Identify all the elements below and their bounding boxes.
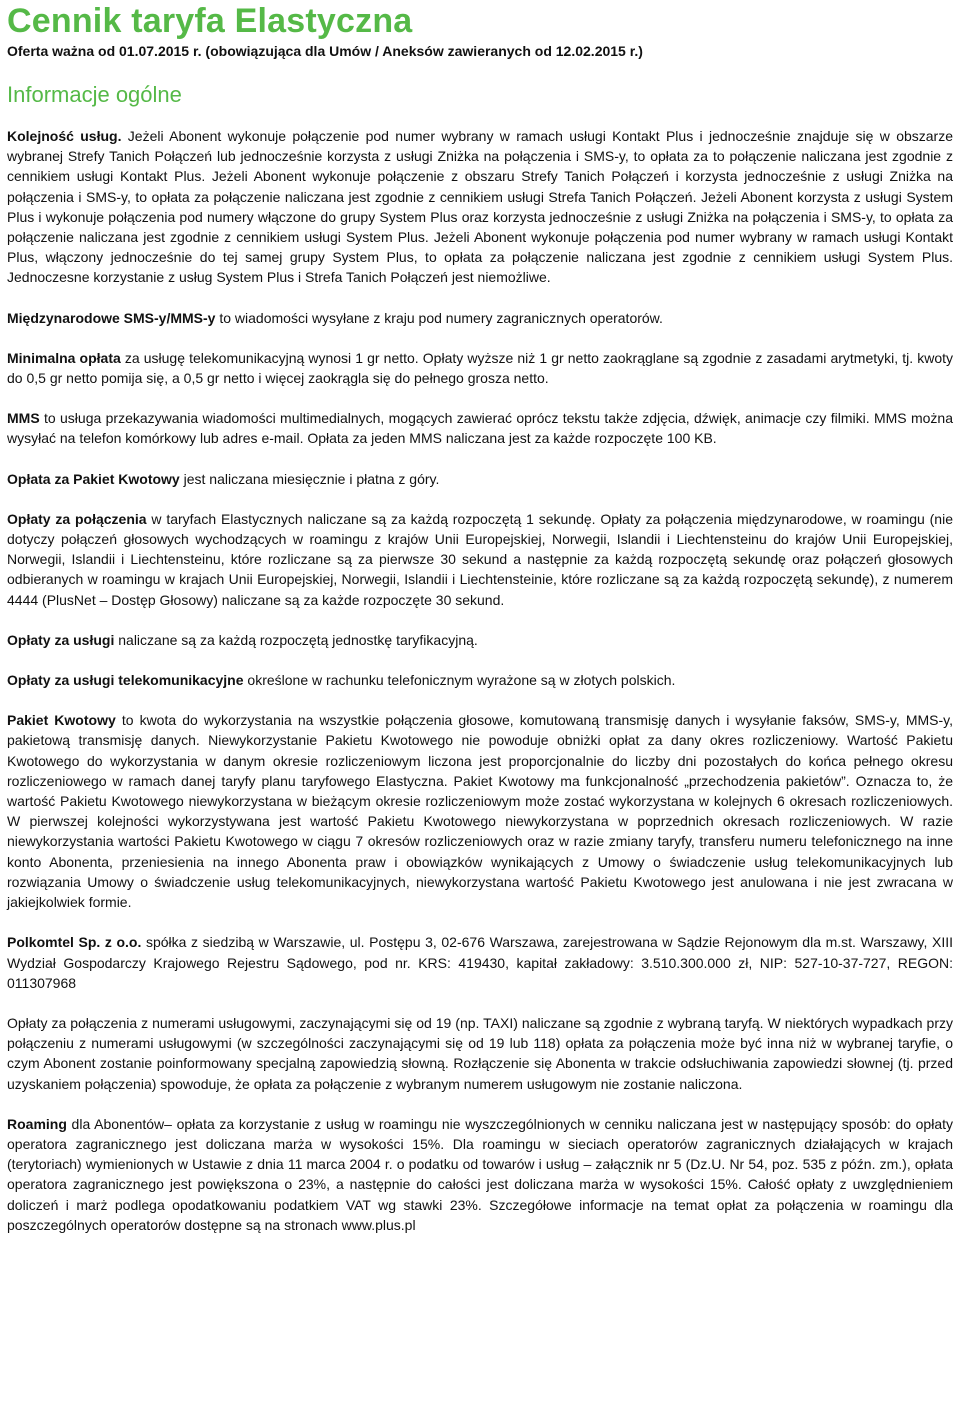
text-mms: to usługa przekazywania wiadomości multimedialnych, mogących zawierać oprócz tekstu także zdjęcia, dźwięk, animacje czy filmiki. MMS można wysyłać na telefon komórkowy lub adres e-mail. Opłata za jeden MMS naliczana jest za każde rozpoczęte 100 KB. [7, 410, 953, 447]
paragraph-telecom-charges [7, 670, 953, 690]
term-package-fee: Opłata za Pakiet Kwotowy [7, 470, 180, 487]
term-roaming: Roaming [7, 1115, 67, 1132]
text-telecom-charges: określone w rachunku telefonicznym wyrażone są w złotych polskich. [243, 672, 676, 689]
term-international-sms: Międzynarodowe SMS-y/MMS-y [7, 309, 216, 326]
term-service-charges: Opłaty za usługi [7, 631, 115, 648]
text-service-charges: naliczane są za każdą rozpoczętą jednostkę taryfikacyjną. [114, 631, 478, 648]
text-call-charges: w taryfach Elastycznych naliczane są za każdą rozpoczętą 1 sekundę. Opłaty za połączenia międzynarodowe, w roamingu (nie dotyczy połączeń głosowych wychodzących w roamingu z krajów Unii Europejskiej, Norwegii, Islandii i Liechtensteinu do krajów Unii Europejskiej, Norwegii, Islandii i Liechtensteinu, które rozliczane są za pierwsze 30 sekund a następnie za każdą rozpoczętą sekundę oraz połączeń głosowych odbieranych w roamingu w krajach Unii Europejskiej, Norwegii, Islandii i Liechtensteinie, które rozliczane są za każdą rozpoczętą sekundę), z numerem 4444 (PlusNet – Dostęp Głosowy) naliczane są za każde rozpoczęte 30 sekund. [7, 510, 953, 608]
text-service-numbers: Opłaty za połączenia z numerami usługowymi, zaczynającymi się od 19 (np. TAXI) naliczane są zgodnie z wybraną taryfą. W niektórych wypadkach przy połączeniu z numerami usługowymi (w szczególności zaczynającymi się od 19 lub 118) opłata za połączenia może być inna niż w wybranej taryfie, o czym Abonent zostanie poinformowany specjalną zapowiedzią słowną. Rozłączenie się Abonenta w trakcie odsłuchiwania zapowiedzi słownej (tj. przed uzyskaniem połączenia) spowoduje, że opłata za połączenie z wybranym numerem usługowym nie zostanie naliczona. [7, 1014, 953, 1092]
term-minimum-fee: Minimalna opłata [7, 349, 121, 366]
paragraph-service-charges [7, 630, 953, 650]
text-amount-package: to kwota do wykorzystania na wszystkie połączenia głosowe, komutowaną transmisję danych i wysyłanie faksów, SMS-y, MMS-y, pakietową transmisję danych. Niewykorzystanie Pakietu Kwotowego nie powoduje obniżki opłat za dany okres rozliczeniowy. Wartość Pakietu Kwotowego do wykorzystania w danym okresie rozliczeniowym liczona jest proporcjonalnie do liczby dni pozostałych do końca pełnego okresu rozliczeniowego w ramach danej taryfy planu taryfowego Elastyczna. Pakiet Kwotowy ma funkcjonalność „przechodzenia pakietów”. Oznacza to, że wartość Pakietu Kwotowego niewykorzystana w bieżącym okresie rozliczeniowym może zostać wykorzystana w kolejnych 6 okresach rozliczeniowych. W pierwszej kolejności wykorzystywana jest wartość Pakietu Kwotowego niewykorzystana w poprzednich okresach rozliczeniowych. W razie niewykorzystania wartości Pakietu Kwotowego w ciągu 7 okresów rozliczeniowych oraz w razie zmiany taryfy, transferu numeru telefonicznego na inne konto Abonenta, przeniesienia na innego Abonenta praw i obowiązków wynikających z Umowy o świadczenie usług telekomunikacyjnych lub rozwiązania Umowy o świadczenie usług telekomunikacyjnych, niewykorzystana wartość Pakietu Kwotowego jest anulowana i nie jest zwracana w jakiejkolwiek formie. [7, 712, 953, 911]
paragraph-service-numbers [7, 1013, 953, 1094]
term-call-charges: Opłaty za połączenia [7, 510, 147, 527]
term-polkomtel: Polkomtel Sp. z o.o. [7, 934, 142, 951]
text-roaming: dla Abonentów– opłata za korzystanie z usług w roamingu nie wyszczególnionych w cenniku naliczana jest w następujący sposób: do opłaty operatora zagranicznego jest doliczana marża w wysokości 15%. Dla roamingu w sieciach operatorów zagranicznych działających w krajach (terytoriach) wymienionych w Ustawie z dnia 11 marca 2004 r. o podatku od towarów i usług – załącznik nr 5 (Dz.U. Nr 54, poz. 535 z późn. zm.), opłata operatora zagranicznego jest powiększona o 23%, a następnie do całości jest doliczana marża w wysokości 15%. Całość opłaty z uwzględnieniem doliczeń i marż podlega opodatkowaniu podatkiem VAT wg stawki 23%. Szczegółowe informacje na temat opłat za połączenia w roamingu dla poszczególnych operatorów dostępne są na stronach [7, 1115, 953, 1233]
term-telecom-charges: Opłaty za usługi telekomunikacyjne [7, 672, 244, 689]
plus-website-link[interactable]: www.plus.pl [341, 1216, 416, 1233]
paragraph-polkomtel [7, 932, 953, 993]
term-mms: MMS [7, 410, 40, 427]
text-polkomtel: spółka z siedzibą w Warszawie, ul. Postępu 3, 02-676 Warszawa, zarejestrowana w Sądzie Rejonowym dla m.st. Warszawy, XIII Wydział Gospodarczy Krajowego Rejestru Sądowego, pod nr. KRS: 419430, kapitał zakładowy: 3.510.300.000 zł, NIP: 527-10-37-727, REGON: 011307968 [7, 934, 954, 991]
paragraph-call-charges [7, 509, 953, 610]
term-kolejnosc-uslug: Kolejność usług. [7, 128, 122, 144]
paragraph-amount-package [7, 710, 953, 912]
text-minimum-fee: za usługę telekomunikacyjną wynosi 1 gr netto. Opłaty wyższe niż 1 gr netto zaokrąglane są zgodnie z zasadami arytmetyki, tj. kwoty do 0,5 gr netto pomija się, a 0,5 gr netto i więcej zaokrągla się do pełnego grosza netto. [7, 349, 953, 387]
section-heading: Informacje ogólne [7, 82, 182, 107]
term-amount-package: Pakiet Kwotowy [7, 712, 116, 729]
paragraph-international-sms [7, 308, 953, 328]
paragraph-kolejnosc-uslug [7, 126, 953, 288]
text-international-sms: to wiadomości wysyłane z kraju pod numery zagranicznych operatorów. [215, 309, 663, 326]
text-package-fee: jest naliczana miesięcznie i płatna z góry. [179, 470, 440, 487]
paragraph-roaming [7, 1114, 953, 1235]
page-title: Cennik taryfa Elastyczna [7, 2, 413, 40]
offer-validity: Oferta ważna od 01.07.2015 r. (obowiązująca dla Umów / Aneksów zawieranych od 12.02.2015 r.) [7, 43, 643, 59]
paragraph-mms [7, 408, 953, 448]
paragraph-package-fee [7, 469, 953, 489]
text-kolejnosc-uslug: Jeżeli Abonent wykonuje połączenie pod numer wybrany w ramach usługi Kontakt Plus i jednocześnie znajduje się w obszarze wybranej Strefy Tanich Połączeń lub jednocześnie korzysta z usługi Zniżka na połączenia i SMS-y, to opłata za to połączenie naliczana jest zgodnie z cennikiem usługi Kontakt Plus. Jeżeli Abonent wykonuje połączenie z obszaru Strefy Tanich Połączeń i korzysta jednocześnie z usługi Zniżka na połączenia i SMS-y, to opłata za połączenie naliczana jest zgodnie z cennikiem usługi Strefa Tanich Połączeń. Jeżeli Abonent korzysta z usługi System Plus i wykonuje połączenia pod numery włączone do grupy System Plus oraz korzysta jednocześnie z usługi Zniżka na połączenia i SMS-y, to opłata za połączenie naliczana jest zgodnie z cennikiem usługi System Plus. Jeżeli Abonent wykonuje połączenia pod numer wybrany w ramach usługi Kontakt Plus, włączony jednocześnie do tej samej grupy System Plus, to opłata za połączenie naliczana jest zgodnie z cennikiem usługi System Plus. Jednoczesne korzystanie z usług System Plus i Strefa Tanich Połączeń jest niemożliwe. [7, 128, 953, 286]
paragraph-minimum-fee [7, 348, 953, 388]
